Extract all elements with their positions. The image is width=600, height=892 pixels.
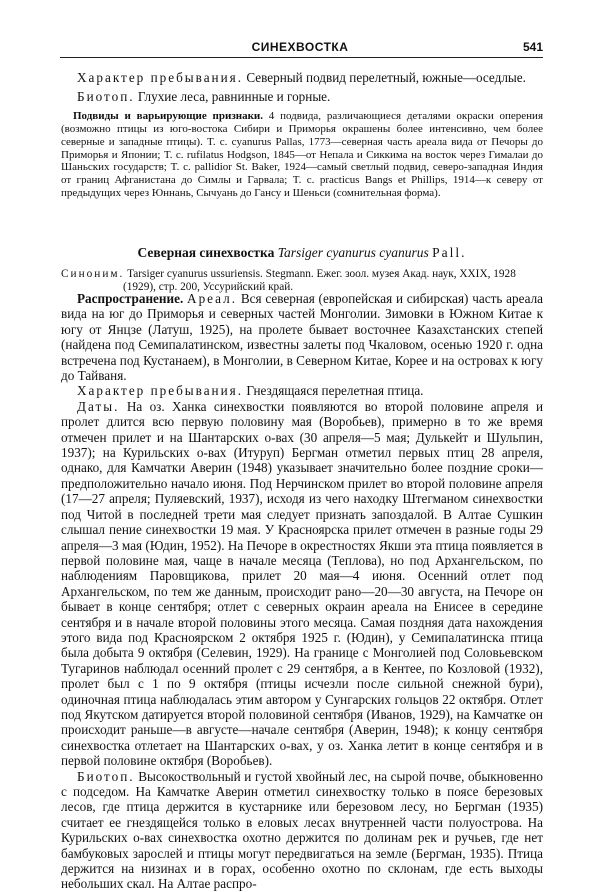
- character2-label: Характер пребывания.: [77, 383, 244, 399]
- biotope2-label: Биотоп.: [77, 768, 135, 784]
- biotope-label: Биотоп.: [77, 89, 135, 105]
- main-text: [61, 291, 543, 892]
- character2-paragraph: [61, 383, 543, 398]
- subspecies-paragraph: [61, 110, 543, 200]
- dates-paragraph: [61, 399, 543, 769]
- species-name: Северная синехвостка: [137, 245, 275, 260]
- dates-text: На оз. Ханка синехвостки появляются во второй половине апреля и пролет длится всю первую половину мая (Воробьев), примерно в то же время отмечен прилет и на Шантарских о-вах (30 апреля—5 мая; Дулькейт и Шульпин, 1937); на Курильских о-вах (Итуруп) Бергман отметил первых птиц 28 апреля, однако, для Камчатки Аверин (1948) указывает значительно более поздние сроки—предположительно начало июня. Под Нерчинском прилет во второй половине апреля (17—27 апреля; Пуляевский, 1937), исходя из чего находку Штегманом синехвостки под Читой в последней трети мая следует признать запоздалой. В Алтае Сушкин слышал пение синехвостки 19 мая. У Красноярска прилет отмечен в разные годы 29 апреля—3 мая (Юдин, 1952). На Печоре в окрестностях Якши эта птица появляется в первой половине мая, чаще в начале месяца (Теплова), но под Архангельском, по наблюдениям Паровщикова, прилет 20 мая—4 июня. Осенний отлет под Архангельском, по тем же данным, происходит рано—20—30 августа, на Печоре он бывает в конце сентября; отлет с северных окраин ареала на Енисее в середине сентября и в начале второй половины этого месяца. Самая поздняя дата нахождения этого вида под Красноярском 2 октября 1925 г. (Юдин), у Семипалатинска птица была добыта 9 октября (Селевин, 1929). На границе с Монголией под Соловьевском Тугаринов наблюдал осенний пролет с 29 сентября, а в Кентее, по Козловой (1932), пролет был с 1 по 9 октября (птицы исчезли после сильной снежной бури), одиночная птица наблюдалась этим автором у Сунгарских гольцов 22 октября. Отлет под Якутском датируется второй половиной сентября (Иванов, 1929), на Камчатке он происходит раньше—в августе—начале сентября (Аверин, 1948); к концу сентября синехвостка отлетает на Шантарских о-вах, у оз. Ханка летит в конце сентября и в первой половине октября (Воробьев).: [61, 398, 544, 769]
- distribution-text: Вся северная (европейская и сибирская) часть ареала вида на юг до Приморья и северных частей Монголии. Зимовки в Южном Китае к югу от Янцзе (Латуш, 1925), на пролете бывает восточнее Казахстанских степей (найдена под Семипалатинском, известны залеты под Чкаловом, осенью 1920 г. одна встречена под Кустанаем), в Монголии, в Северном Китае, Корее и на островах к югу до Тайваня.: [61, 291, 544, 384]
- running-title: СИНЕХВОСТКА: [251, 40, 349, 54]
- dates-label: Даты.: [77, 398, 120, 414]
- top-section: [61, 70, 543, 200]
- character-text: Северный подвид перелетный, южные—оседлые.: [246, 70, 526, 85]
- character-paragraph: [61, 70, 543, 85]
- page-header: [0, 40, 600, 62]
- species-latin: Tarsiger cyanurus cyanurus: [277, 245, 429, 260]
- distribution-paragraph: [61, 291, 543, 383]
- species-heading: [61, 245, 543, 261]
- distribution-sublabel: Ареал.: [187, 291, 238, 306]
- subspecies-label: Подвиды и варьирующие признаки.: [73, 109, 263, 122]
- page-number: 541: [522, 40, 543, 54]
- biotope2-text: Высокоствольный и густой хвойный лес, на сырой почве, обыкновенно с подседом. На Камчатке Аверин отметил синехвостку только в поясе березовых лесов, где птица держится в кустарнике или березовом лесу, но Бергман (1935) считает ее гнездящейся только в еловых лесах внутренней части полуострова. На Курильских о-вах синехвостка охотно держится по долинам рек и ручьев, где нет бамбуковых зарослей и птицы могут передвигаться на земле (Бергман, 1935). Птица держится на низинах и в горах, особенно охотно по склонам, где есть выходы небольших скал. На Алтае распро-: [61, 768, 543, 892]
- distribution-label: Распространение.: [77, 291, 184, 306]
- biotope-text: Глухие леса, равнинные и горные.: [137, 89, 331, 105]
- synonym-label: Синоним.: [61, 268, 125, 280]
- header-rule: [60, 57, 543, 58]
- biotope2-paragraph: [61, 769, 543, 892]
- character2-text: Гнездящаяся перелетная птица.: [246, 383, 424, 399]
- biotope-paragraph: [61, 89, 543, 104]
- species-author: Pall.: [432, 245, 467, 260]
- character-label: Характер пребывания.: [77, 70, 244, 85]
- synonym-text: Tarsiger cyanurus ussuriensis. Stegmann. Ежег. зоол. музея Акад. наук, XXIX, 1928 (1929), стр. 200, Уссурийский край.: [123, 268, 516, 293]
- subspecies-text: 4 подвида, различающиеся деталями окраски оперения (возможно птицы из юго-востока Сибири и Приморья окрашены более интенсивно, чем более северные и западные птицы). T. c. cyanurus Pallas, 1773—северная часть ареала вида от Печоры до Приморья и Японии; T. c. rufilatus Hodgson, 1845—от Непала и Сиккима на восток через Гималаи до Шаньских государств; T. c. pallidior St. Baker, 1924—самый светлый подвид, северо-западная Индия от границ Афганистана до Симлы и Гарвала; T. c. practicus Bangs et Phillips, 1914—к северу от предыдущих через Юннань, Сычуань до Гансу и Шеньси (сомнительная форма).: [61, 109, 543, 200]
